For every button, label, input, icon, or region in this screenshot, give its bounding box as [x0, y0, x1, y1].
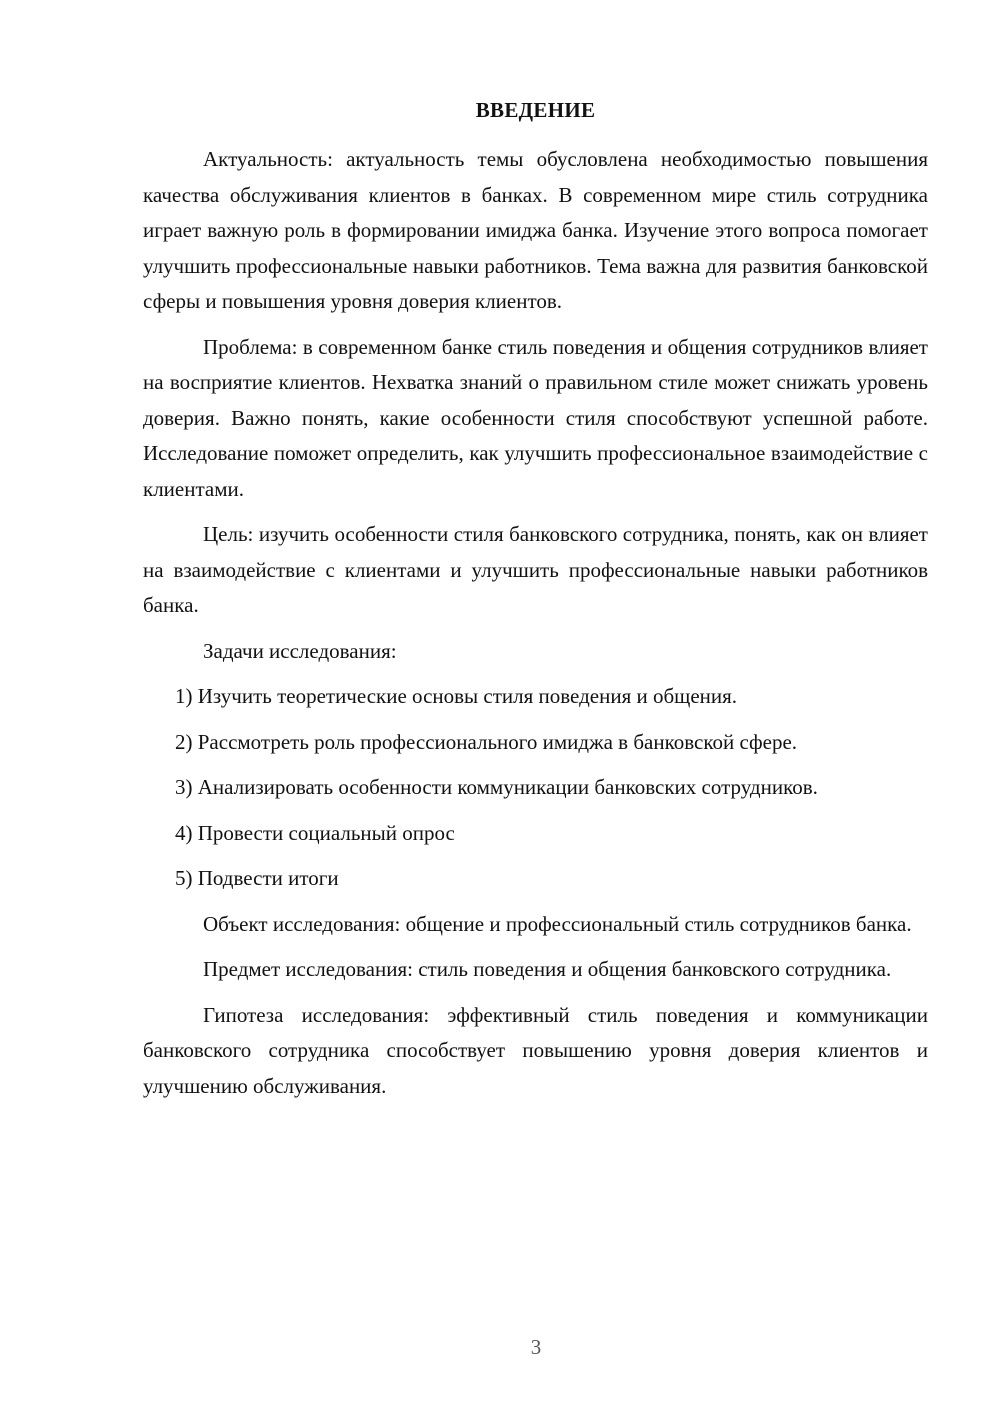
task-item: 2) Рассмотреть роль профессионального имиджа в банковской сфере.: [175, 729, 798, 754]
document-body: [143, 92, 928, 1114]
task-item: 3) Анализировать особенности коммуникации банковских сотрудников.: [175, 775, 818, 799]
paragraph-object: Объект исследования: общение и профессиональный стиль сотрудников банка.: [203, 911, 912, 936]
page-number: 3: [530, 1335, 542, 1359]
paragraph-subject: Предмет исследования: стиль поведения и общения банковского сотрудника.: [203, 957, 892, 981]
paragraph-tasks-heading: Задачи исследования:: [203, 638, 397, 663]
task-item: 5) Подвести итоги: [175, 866, 339, 890]
section-title: ВВЕДЕНИЕ: [475, 98, 596, 122]
paragraph-hypothesis: Гипотеза исследования: эффективный стиль поведения и коммуникации банковского сотрудника способствует повышению уровня доверия клиентов и улучшению обслуживания.: [143, 1002, 928, 1098]
paragraph-problem: Проблема: в современном банке стиль поведения и общения сотрудников влияет на восприятие клиентов. Нехватка знаний о правильном стиле может снижать уровень доверия. Важно понять, какие особенности стиля способствуют успешной работе. Исследование поможет определить, как улучшить профессиональное взаимодействие с клиентами.: [143, 334, 928, 501]
paragraph-goal: Цель: изучить особенности стиля банковского сотрудника, понять, как он влияет на взаимодействие с клиентами и улучшить профессиональные навыки работников банка.: [143, 522, 928, 617]
task-item: 4) Провести социальный опрос: [175, 820, 455, 845]
task-item: 1) Изучить теоретические основы стиля поведения и общения.: [175, 684, 738, 708]
paragraph-relevance: Актуальность: актуальность темы обусловлена необходимостью повышения качества обслуживания клиентов в банках. В современном мире стиль сотрудника играет важную роль в формировании имиджа банка. Изучение этого вопроса помогает улучшить профессиональные навыки работников. Тема важна для развития банковской сферы и повышения уровня доверия клиентов.: [143, 147, 928, 313]
